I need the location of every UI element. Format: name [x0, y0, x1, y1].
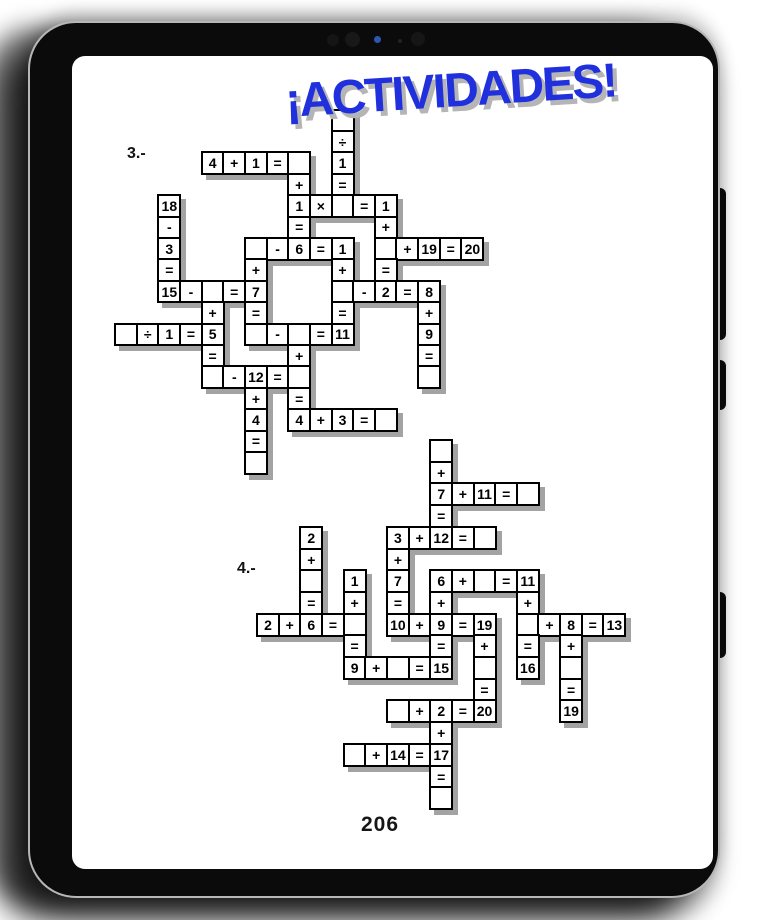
given-cell: 2: [374, 280, 398, 304]
answer-cell[interactable]: [201, 365, 225, 389]
given-cell: =: [179, 323, 203, 347]
answer-cell[interactable]: [386, 656, 410, 680]
given-cell: +: [278, 613, 302, 637]
given-cell: +: [408, 613, 432, 637]
given-cell: 4: [201, 151, 225, 175]
given-cell: +: [386, 548, 410, 572]
given-cell: 8: [559, 613, 583, 637]
given-cell: +: [222, 151, 246, 175]
given-cell: =: [408, 656, 432, 680]
given-cell: =: [266, 365, 290, 389]
answer-cell[interactable]: [343, 613, 367, 637]
given-cell: =: [429, 634, 453, 658]
given-cell: 1: [343, 569, 367, 593]
answer-cell[interactable]: [374, 408, 398, 432]
page-title: ¡ACTIVIDADES!: [283, 54, 618, 129]
given-cell: +: [408, 526, 432, 550]
answer-cell[interactable]: [287, 151, 311, 175]
answer-cell[interactable]: [386, 699, 410, 723]
answer-cell[interactable]: [331, 280, 355, 304]
given-cell: +: [429, 461, 453, 485]
answer-cell[interactable]: [331, 194, 355, 218]
given-cell: +: [395, 237, 419, 261]
given-cell: +: [374, 216, 398, 240]
given-cell: +: [287, 173, 311, 197]
given-cell: 4: [287, 408, 311, 432]
answer-cell[interactable]: [343, 743, 367, 767]
given-cell: +: [244, 387, 268, 411]
given-cell: =: [309, 237, 333, 261]
given-cell: =: [386, 591, 410, 615]
given-cell: =: [473, 678, 497, 702]
puzzle-4-label: 4.-: [237, 560, 256, 577]
given-cell: +: [287, 344, 311, 368]
given-cell: 10: [386, 613, 410, 637]
given-cell: =: [309, 323, 333, 347]
given-cell: 9: [417, 323, 441, 347]
given-cell: 15: [157, 280, 181, 304]
answer-cell[interactable]: [244, 451, 268, 475]
given-cell: 11: [516, 569, 540, 593]
given-cell: +: [417, 301, 441, 325]
puzzle-3-label: 3.-: [127, 145, 146, 162]
given-cell: =: [408, 743, 432, 767]
given-cell: -: [266, 323, 290, 347]
given-cell: 13: [602, 613, 626, 637]
given-cell: 19: [473, 613, 497, 637]
answer-cell[interactable]: [114, 323, 138, 347]
given-cell: 19: [417, 237, 441, 261]
given-cell: 1: [157, 323, 181, 347]
given-cell: 5: [201, 323, 225, 347]
given-cell: =: [395, 280, 419, 304]
given-cell: =: [343, 634, 367, 658]
given-cell: =: [494, 569, 518, 593]
given-cell: 1: [287, 194, 311, 218]
given-cell: =: [494, 482, 518, 506]
answer-cell[interactable]: [287, 365, 311, 389]
given-cell: +: [408, 699, 432, 723]
answer-cell[interactable]: [287, 323, 311, 347]
answer-cell[interactable]: [473, 526, 497, 550]
given-cell: =: [451, 526, 475, 550]
given-cell: =: [581, 613, 605, 637]
given-cell: 11: [331, 323, 355, 347]
given-cell: =: [559, 678, 583, 702]
given-cell: =: [157, 258, 181, 282]
given-cell: 12: [244, 365, 268, 389]
given-cell: 20: [473, 699, 497, 723]
given-cell: -: [157, 216, 181, 240]
answer-cell[interactable]: [429, 786, 453, 810]
answer-cell[interactable]: [417, 365, 441, 389]
given-cell: +: [429, 591, 453, 615]
given-cell: 7: [386, 569, 410, 593]
given-cell: =: [417, 344, 441, 368]
given-cell: +: [473, 634, 497, 658]
answer-cell[interactable]: [473, 569, 497, 593]
given-cell: =: [439, 237, 463, 261]
given-cell: 19: [559, 699, 583, 723]
given-cell: 6: [287, 237, 311, 261]
given-cell: 1: [244, 151, 268, 175]
given-cell: =: [374, 258, 398, 282]
given-cell: +: [364, 743, 388, 767]
given-cell: ×: [309, 194, 333, 218]
given-cell: 17: [429, 743, 453, 767]
given-cell: 9: [343, 656, 367, 680]
given-cell: 3: [386, 526, 410, 550]
given-cell: =: [287, 216, 311, 240]
given-cell: +: [299, 548, 323, 572]
page-number: 206: [360, 813, 400, 836]
answer-cell[interactable]: [429, 439, 453, 463]
given-cell: =: [429, 765, 453, 789]
given-cell: -: [352, 280, 376, 304]
answer-cell[interactable]: [374, 237, 398, 261]
given-cell: 7: [429, 482, 453, 506]
answer-cell[interactable]: [559, 656, 583, 680]
answer-cell[interactable]: [244, 323, 268, 347]
answer-cell[interactable]: [516, 613, 540, 637]
answer-cell[interactable]: [473, 656, 497, 680]
given-cell: =: [516, 634, 540, 658]
given-cell: +: [516, 591, 540, 615]
given-cell: 16: [516, 656, 540, 680]
given-cell: 4: [244, 408, 268, 432]
answer-cell[interactable]: [516, 482, 540, 506]
given-cell: =: [287, 387, 311, 411]
answer-cell[interactable]: [201, 280, 225, 304]
given-cell: 1: [331, 151, 355, 175]
given-cell: =: [321, 613, 345, 637]
given-cell: +: [429, 721, 453, 745]
given-cell: 2: [429, 699, 453, 723]
given-cell: +: [364, 656, 388, 680]
given-cell: =: [201, 344, 225, 368]
given-cell: +: [201, 301, 225, 325]
given-cell: +: [244, 258, 268, 282]
given-cell: =: [331, 301, 355, 325]
given-cell: 11: [473, 482, 497, 506]
given-cell: =: [451, 613, 475, 637]
given-cell: =: [451, 699, 475, 723]
given-cell: 14: [386, 743, 410, 767]
given-cell: =: [222, 280, 246, 304]
given-cell: 12: [429, 526, 453, 550]
given-cell: 3: [331, 408, 355, 432]
given-cell: =: [331, 173, 355, 197]
given-cell: +: [559, 634, 583, 658]
given-cell: =: [266, 151, 290, 175]
given-cell: +: [309, 408, 333, 432]
given-cell: =: [429, 504, 453, 528]
given-cell: 2: [256, 613, 280, 637]
given-cell: +: [537, 613, 561, 637]
given-cell: =: [352, 408, 376, 432]
given-cell: 8: [417, 280, 441, 304]
given-cell: ÷: [136, 323, 160, 347]
given-cell: 15: [429, 656, 453, 680]
given-cell: =: [299, 591, 323, 615]
given-cell: 7: [244, 280, 268, 304]
given-cell: 2: [299, 526, 323, 550]
answer-cell[interactable]: [244, 237, 268, 261]
given-cell: +: [451, 569, 475, 593]
given-cell: 1: [374, 194, 398, 218]
given-cell: =: [244, 430, 268, 454]
given-cell: 18: [157, 194, 181, 218]
given-cell: +: [343, 591, 367, 615]
given-cell: +: [451, 482, 475, 506]
given-cell: +: [331, 258, 355, 282]
given-cell: 20: [460, 237, 484, 261]
given-cell: -: [266, 237, 290, 261]
given-cell: 9: [429, 613, 453, 637]
given-cell: -: [179, 280, 203, 304]
given-cell: =: [244, 301, 268, 325]
given-cell: -: [222, 365, 246, 389]
given-cell: 1: [331, 237, 355, 261]
given-cell: 3: [157, 237, 181, 261]
given-cell: =: [352, 194, 376, 218]
given-cell: 6: [299, 613, 323, 637]
given-cell: ÷: [331, 130, 355, 154]
answer-cell[interactable]: [299, 569, 323, 593]
given-cell: 6: [429, 569, 453, 593]
